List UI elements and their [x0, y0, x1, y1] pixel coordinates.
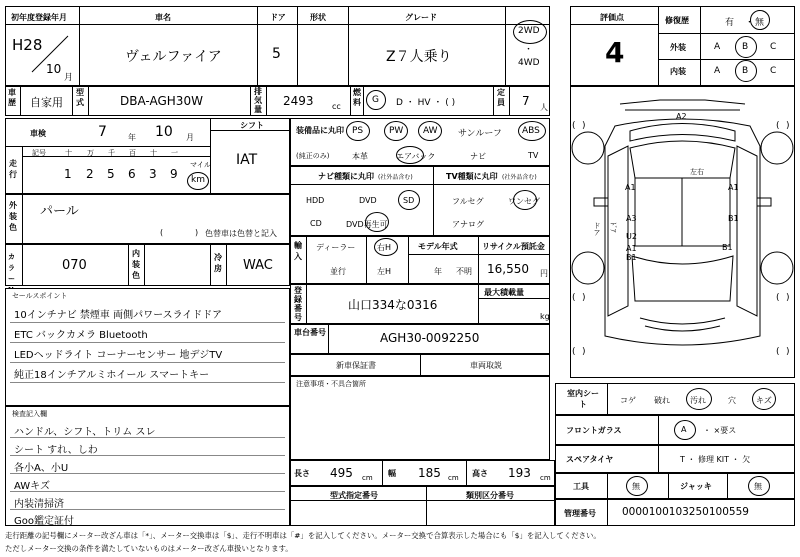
tools-label: 工具	[573, 482, 589, 491]
note-line-2: シート すれ、しわ	[14, 445, 98, 456]
capacity-value: 7	[522, 94, 530, 108]
jack-label: ジャッキ	[680, 482, 712, 491]
use-value: 自家用	[30, 96, 63, 109]
footer-line-1: 走行距離の記号欄にメーター改ざん車は「*」、メーター交換車は「$」、走行不明車は「#」を記入してください。メーター交換で合算表示した場合にも「$」を記入してください。	[5, 531, 601, 540]
sheet-kizu: キズ	[756, 396, 772, 405]
length-unit: cm	[362, 474, 373, 482]
management-value: 0000100103250100559	[622, 506, 749, 518]
diag-label-door2: ﾄﾞｱ	[609, 222, 617, 233]
note-line-4: AWキズ	[14, 481, 50, 492]
drive-2wd: 2WD	[518, 26, 540, 36]
mileage-sublabel: 記号	[32, 149, 46, 157]
score-label: 評価点	[600, 13, 624, 22]
mileage-digit-6: 9	[170, 167, 178, 181]
fuel-options: D ・ HV ・ ( )	[396, 98, 456, 108]
capacity-unit: 人	[540, 103, 548, 112]
mileage-digit-2: 2	[86, 167, 94, 181]
sheet-yogore: 汚れ	[690, 396, 706, 405]
sheet-ana: 穴	[728, 396, 736, 405]
diag-label-a1-left-lower: A1	[626, 244, 637, 253]
model-value: DBA-AGH30W	[120, 94, 203, 108]
mileage-unit-sen: 千	[108, 149, 115, 157]
management-label: 管理番号	[564, 509, 596, 518]
sales-line-2: ETC バックカメラ Bluetooth	[14, 330, 148, 341]
equip-ps: PS	[352, 126, 364, 136]
first-reg-label: 初年度登録年月	[11, 13, 67, 22]
interior-label: 内装	[670, 67, 686, 76]
equip-pw: PW	[389, 126, 404, 136]
diag-label-b1-right: B1	[728, 214, 739, 223]
shift-value: IAT	[236, 152, 258, 168]
length-label: 長さ	[294, 469, 310, 478]
recycle-unit: 円	[540, 269, 548, 278]
mileage-unit-10man: 十	[65, 149, 72, 157]
svg-text:(: (	[572, 293, 576, 303]
repair-sep: ・	[745, 18, 755, 28]
equipment-sublabel: (純正のみ)	[296, 152, 330, 160]
model-label: 型式	[76, 88, 84, 107]
shift-label: シフト	[240, 121, 264, 130]
diag-label-b1-left: B1	[626, 253, 637, 262]
tools-value: 無	[632, 482, 640, 491]
mileage-unit-man: 万	[87, 149, 94, 157]
diag-label-b1-right-lower: B1	[722, 243, 733, 252]
exterior-color-value: パール	[40, 204, 79, 219]
color-note-open: (	[160, 228, 164, 237]
exterior-color-label: 外装色	[9, 201, 17, 232]
exterior-b: B	[742, 42, 749, 52]
diag-label-a1-left: A1	[625, 183, 636, 192]
nav-cd: CD	[310, 219, 322, 228]
nav-type-note: (社外品含む)	[378, 174, 413, 181]
equip-airbag: エアバック	[396, 152, 436, 161]
spare-tire-label: スペアタイヤ	[566, 455, 614, 464]
model-year-label: モデル年式	[418, 242, 458, 251]
width-label: 幅	[388, 469, 396, 478]
sales-line-3: LEDヘッドライト コーナーセンサー 地デジTV	[14, 350, 223, 361]
width-unit: cm	[448, 474, 459, 482]
drive-dot: ・	[524, 45, 534, 55]
capacity-label: 定員	[497, 88, 505, 107]
svg-text:): )	[582, 293, 586, 303]
door-label: ドア	[270, 13, 286, 22]
inspection-notes-label: 検査記入欄	[12, 410, 47, 418]
first-reg-month: 10	[46, 62, 62, 76]
recycle-label: リサイクル預託金	[482, 242, 545, 251]
car-damage-diagram	[570, 86, 795, 378]
grade-label: グレード	[405, 13, 437, 22]
displacement-label: 排気量	[254, 87, 262, 114]
exterior-a: A	[714, 42, 721, 52]
svg-text:(: (	[776, 121, 780, 131]
sales-line-4: 純正18インチアルミホイール スマートキー	[14, 370, 210, 381]
diag-label-a2: A2	[676, 112, 687, 121]
windshield-label: フロントガラス	[566, 426, 622, 435]
class-no-label: 類別区分番号	[466, 491, 514, 500]
note-line-1: ハンドル、シフト、トリム スレ	[14, 427, 156, 438]
fuel-label: 燃料	[353, 88, 361, 107]
drive-4wd: 4WD	[518, 58, 540, 68]
interior-b: B	[742, 66, 749, 76]
import-label: 輸入	[294, 241, 302, 261]
mileage-unit: km	[191, 175, 205, 185]
footer-line-2: ただしメーター交換の条件を満たしていないものはメーター改ざん車扱いとなります。	[5, 544, 293, 553]
shaken-month: 10	[155, 124, 173, 140]
door-count: 5	[272, 46, 281, 62]
shaken-year: 7	[98, 124, 107, 140]
import-left-h: 左H	[377, 267, 392, 276]
displacement-unit: cc	[332, 102, 341, 111]
sales-points-label: セールスポイント	[12, 292, 68, 300]
mileage-digit-3: 5	[107, 167, 115, 181]
warranty-label: 新車保証書	[336, 361, 376, 370]
tv-type-label: TV種類に丸印	[446, 172, 498, 181]
max-load-label: 最大積載量	[484, 288, 524, 297]
height-label: 高さ	[472, 469, 488, 478]
svg-text:): )	[786, 347, 790, 357]
exterior-label: 外装	[670, 43, 686, 52]
height-value: 193	[508, 466, 531, 480]
recycle-value: 16,550	[487, 262, 529, 276]
width-value: 185	[418, 466, 441, 480]
registration-value: 山口334な0316	[348, 298, 438, 312]
windshield-rest: ・ ×要ス	[703, 426, 737, 435]
length-value: 495	[330, 466, 353, 480]
exterior-c: C	[770, 42, 777, 52]
model-year-unit: 年	[434, 267, 442, 276]
score-value: 4	[605, 36, 625, 69]
sheet-koge: コゲ	[620, 396, 636, 405]
repair-label: 修復歴	[665, 16, 689, 25]
nav-dvd-play: DVD再生可	[346, 220, 388, 229]
nav-type-label: ナビ種類に丸印	[318, 172, 374, 181]
tv-analog: アナログ	[452, 220, 484, 229]
car-name-label: 車名	[155, 13, 171, 22]
diag-label-a1-right: A1	[728, 183, 739, 192]
manual-label: 車両取説	[470, 361, 502, 370]
grade-value: Z７人乗り	[386, 49, 452, 65]
height-unit: cm	[540, 474, 551, 482]
mileage-unit-hyaku: 百	[129, 149, 136, 157]
diag-label-lr: 左右	[690, 168, 704, 176]
equip-sunroof: サンルーフ	[458, 129, 502, 139]
mileage-label: 走行	[9, 159, 17, 179]
import-right-h: 右H	[377, 243, 392, 252]
diag-label-u2: U2	[626, 232, 637, 241]
chassis-label: 車台番号	[294, 328, 326, 337]
color-no-label: カラー	[8, 253, 15, 283]
sheet-yabure: 破れ	[654, 396, 670, 405]
shaken-year-unit: 年	[128, 133, 136, 142]
svg-text:(: (	[572, 347, 576, 357]
color-note: 色替車は色替と記入	[205, 229, 277, 238]
svg-text:): )	[582, 121, 586, 131]
repair-no: 無	[755, 18, 765, 28]
notes-label: 注意事項・不具合箇所	[296, 380, 366, 388]
month-unit: 月	[64, 73, 74, 83]
interior-c: C	[770, 66, 777, 76]
nav-hdd: HDD	[306, 196, 325, 205]
displacement-value: 2493	[283, 94, 314, 108]
registration-label: 登録番号	[294, 286, 302, 322]
color-no-value: 070	[62, 258, 87, 273]
note-line-6: Goo鑑定証付	[14, 516, 74, 527]
equip-leather: 本革	[352, 152, 368, 161]
mileage-unit-juu: 十	[150, 149, 157, 157]
nav-sd: SD	[403, 196, 415, 205]
note-line-3: 各小A、小U	[14, 463, 69, 474]
color-note-close: )	[195, 228, 199, 237]
jack-value: 無	[754, 482, 762, 491]
car-name: ヴェルファイア	[125, 49, 222, 65]
interior-sheet-label: 室内シート	[567, 389, 599, 409]
type-no-label: 型式指定番号	[330, 491, 378, 500]
equip-aw: AW	[423, 126, 438, 136]
equip-navi: ナビ	[470, 152, 486, 161]
svg-text:): )	[582, 347, 586, 357]
svg-text:(: (	[776, 293, 780, 303]
sales-line-1: 10インチナビ 禁煙車 両側パワースライドドア	[14, 310, 222, 321]
tv-oneseg: ワンセグ	[508, 197, 540, 206]
tv-fullseg: フルセグ	[452, 197, 484, 206]
mileage-digit-1: 1	[64, 167, 72, 181]
interior-a: A	[714, 66, 721, 76]
mileage-mile-label: マイル	[190, 161, 211, 169]
svg-text:(: (	[572, 121, 576, 131]
row2-section	[5, 86, 550, 116]
shaken-month-unit: 月	[186, 133, 194, 142]
tv-type-note: (社外品含む)	[502, 174, 537, 181]
mileage-digit-4: 6	[128, 167, 136, 181]
mileage-digit-5: 3	[149, 167, 157, 181]
first-reg-era: H28	[12, 36, 43, 54]
repair-yes: 有	[725, 18, 735, 28]
fuel-g: G	[372, 95, 379, 105]
interior-color-label: 内装色	[132, 249, 140, 280]
svg-text:): )	[786, 293, 790, 303]
aircon-value: WAC	[243, 258, 273, 273]
spare-tire-options: T ・ 修理 KIT ・ 欠	[680, 455, 751, 464]
svg-text:(: (	[776, 347, 780, 357]
equip-tv: TV	[528, 151, 539, 160]
chassis-value: AGH30-0092250	[380, 331, 480, 345]
equipment-label: 装備品に丸印	[296, 126, 344, 135]
model-year-unknown: 不明	[456, 267, 472, 276]
diag-label-door: ドア	[593, 222, 601, 236]
import-parallel: 並行	[330, 267, 346, 276]
import-dealer: ディーラー	[316, 243, 356, 252]
equip-abs: ABS	[522, 126, 540, 136]
windshield-a: A	[681, 425, 687, 434]
mileage-unit-ichi: 一	[171, 149, 178, 157]
shaken-label: 車検	[30, 129, 46, 138]
use-label: 車歴	[8, 88, 16, 107]
aircon-label: 冷房	[214, 253, 222, 273]
max-load-unit: kg	[540, 312, 550, 321]
svg-text:): )	[786, 121, 790, 131]
diag-label-a3: A3	[626, 214, 637, 223]
note-line-5: 内装清掃済	[14, 499, 64, 510]
nav-dvd: DVD	[359, 196, 377, 205]
shape-label: 形状	[310, 13, 326, 22]
